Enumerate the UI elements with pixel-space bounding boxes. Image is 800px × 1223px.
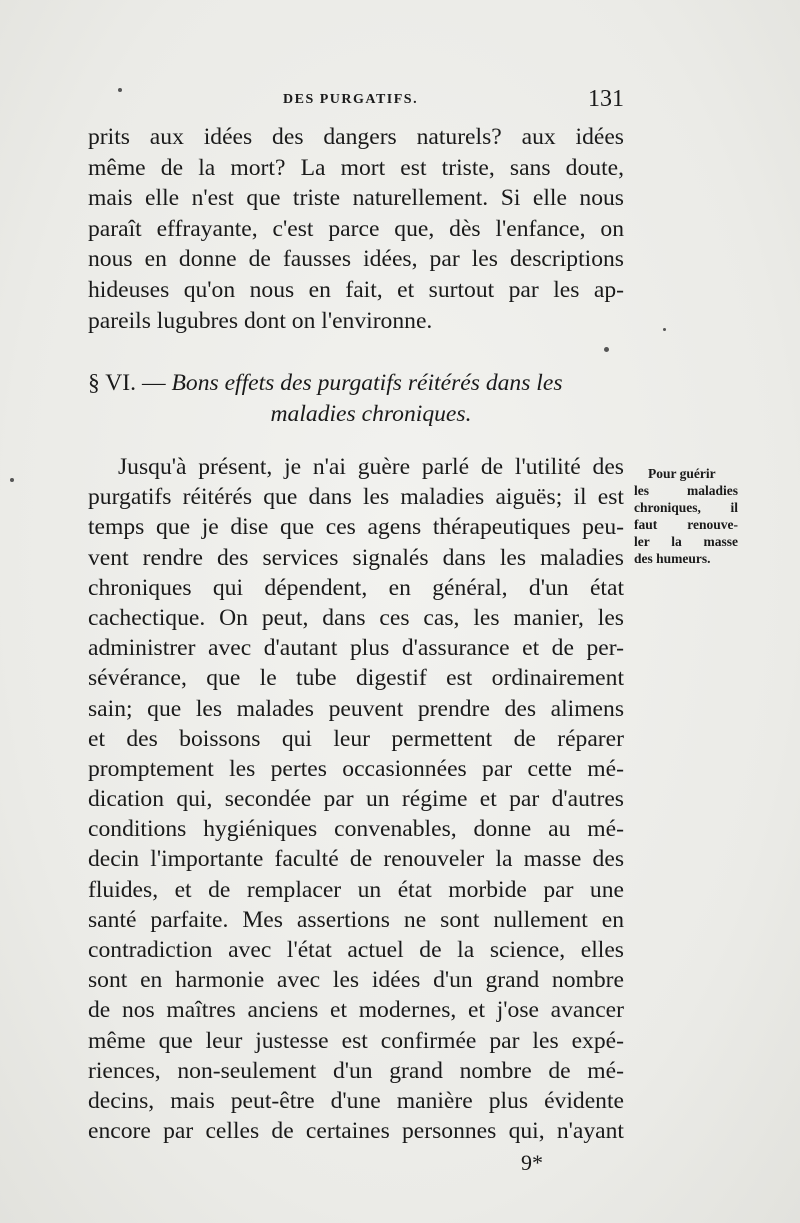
text-line: santé parfaite. Mes assertions ne sont nullement en	[88, 906, 624, 933]
margin-note-line: Pour guérir	[648, 466, 716, 481]
section-heading	[88, 368, 624, 429]
text-line: sévérance, que le tube digestif est ordinairement	[88, 665, 624, 692]
text-line: nous en donne de fausses idées, par les descriptions	[88, 246, 624, 273]
text-line: mais elle n'est que triste naturellement. Si elle nous	[88, 185, 624, 212]
text-line: chroniques qui dépendent, en général, d'un état	[88, 574, 624, 601]
margin-note-line: ler la masse	[634, 534, 738, 549]
text-line: dication qui, secondée par un régime et par d'autres	[88, 786, 624, 813]
text-line: decin l'importante faculté de renouveler la masse des	[88, 846, 624, 873]
text-line: de nos maîtres anciens et modernes, et j'ose avancer	[88, 997, 624, 1024]
text-line: sain; que les malades peuvent prendre des alimens	[88, 695, 624, 722]
ink-speck	[663, 328, 666, 331]
signature-mark: 9*	[521, 1150, 543, 1175]
margin-note-line: les maladies	[634, 483, 738, 498]
text-line: cachectique. On peut, dans ces cas, les manier, les	[88, 604, 624, 631]
text-line: conditions hygiéniques convenables, donne au mé-	[88, 816, 624, 843]
margin-note-line: chroniques, il	[634, 500, 738, 515]
section-title-line2: maladies chroniques.	[270, 400, 472, 427]
ink-speck	[10, 478, 14, 482]
page-number: 131	[588, 86, 624, 112]
section-dash: —	[141, 370, 166, 396]
text-line: sont en harmonie avec les idées d'un grand nombre	[88, 967, 624, 994]
text-line: administrer avec d'autant plus d'assurance et de per-	[88, 635, 624, 662]
text-line: paraît effrayante, c'est parce que, dès l'enfance, on	[88, 215, 624, 242]
paragraph-main	[88, 452, 624, 1146]
text-line: hideuses qu'on nous en fait, et surtout par les ap-	[88, 276, 624, 303]
section-number: § VI.	[88, 370, 137, 396]
text-line: même que leur justesse est confirmée par les expé-	[88, 1027, 624, 1054]
text-line: riences, non-seulement d'un grand nombre de mé-	[88, 1057, 624, 1084]
text-line: encore par celles de certaines personnes qui, n'ayant	[88, 1118, 624, 1145]
running-head: DES PURGATIFS.	[283, 92, 419, 107]
text-line: et des boissons qui leur permettent de réparer	[88, 725, 624, 752]
text-line: decins, mais peut-être d'une manière plus évidente	[88, 1087, 624, 1114]
text-line: même de la mort? La mort est triste, sans doute,	[88, 154, 624, 181]
page-header	[88, 86, 624, 120]
text-line: fluides, et de remplacer un état morbide par une	[88, 876, 624, 903]
text-line: pareils lugubres dont on l'environne.	[88, 307, 433, 334]
margin-note-line: des humeurs.	[634, 551, 711, 566]
section-heading-line1	[88, 368, 624, 399]
text-line: vent rendre des services signalés dans les maladies	[88, 544, 624, 571]
margin-note	[634, 465, 738, 567]
text-line: temps que je dise que ces agens thérapeutiques peu-	[88, 514, 624, 541]
paragraph-continued	[88, 122, 624, 336]
ink-speck	[118, 88, 122, 92]
text-line: contradiction avec l'état actuel de la science, elles	[88, 937, 624, 963]
margin-note-line: faut renouve-	[634, 517, 738, 532]
text-line: Jusqu'à présent, je n'ai guère parlé de l'utilité des	[118, 454, 624, 480]
text-line: prits aux idées des dangers naturels? aux idées	[88, 124, 624, 150]
section-title-line1: Bons effets des purgatifs réitérés dans les	[171, 370, 563, 396]
ink-speck	[604, 347, 609, 352]
text-line: purgatifs réitérés que dans les maladies aiguës; il est	[88, 484, 624, 511]
text-line: promptement les pertes occasionnées par cette mé-	[88, 755, 624, 782]
